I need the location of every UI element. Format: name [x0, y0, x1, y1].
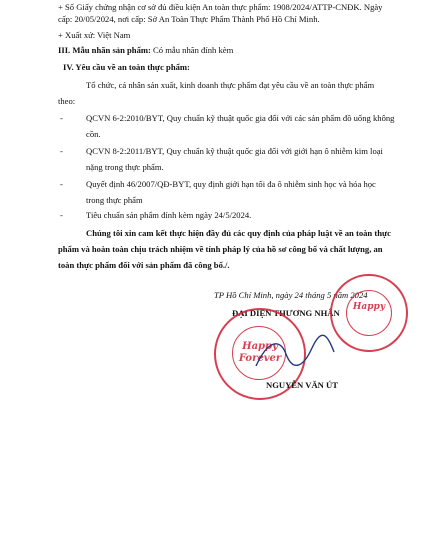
certificate-line: + Số Giấy chứng nhận cơ sở đủ điều kiện An toàn thực phẩm: 1908/2024/ATTP-CNĐK. Ngày	[58, 2, 383, 12]
seal-logo-forever: Forever	[238, 353, 282, 364]
certificate-line-cont: cấp: 20/05/2024, nơi cấp: Sở An Toàn Thực Phẩm Thành Phố Hồ Chí Minh.	[58, 14, 320, 24]
bullet-product-standard: Tiêu chuẩn sản phẩm đính kèm ngày 24/5/2024.	[86, 210, 252, 220]
commitment-line: Chúng tôi xin cam kết thực hiện đầy đủ các quy định của pháp luật về an toàn thực	[86, 228, 391, 238]
origin-line: + Xuất xứ: Việt Nam	[58, 30, 131, 40]
section-3-text: Có mẫu nhãn đính kèm	[150, 45, 234, 55]
requirement-intro: Tổ chức, cá nhân sản xuất, kinh doanh thực phẩm đạt yêu cầu về an toàn thực phẩm	[86, 80, 375, 90]
place-date: TP Hồ Chí Minh, ngày 24 tháng 5 năm 2024	[214, 290, 368, 300]
bullet-qcvn-8-2: QCVN 8-2:2011/BYT, Quy chuẩn kỹ thuật quốc gia đối với giới hạn ô nhiễm kim loại	[86, 146, 383, 156]
requirement-intro-cont: theo:	[58, 96, 76, 106]
bullet-dash: -	[60, 179, 63, 189]
seal-logo-happy: Happy	[242, 341, 278, 352]
commitment-line-cont: phẩm và hoàn toàn chịu trách nhiệm về tính pháp lý của hồ sơ công bố và chất lượng, an	[58, 244, 383, 254]
section-3-heading: III. Mẫu nhãn sản phẩm:	[58, 45, 151, 55]
bullet-qcvn-6-2-cont: cồn.	[86, 129, 101, 139]
company-seal-top	[330, 274, 408, 352]
commitment-line-end: toàn thực phẩm đối với sản phẩm đã công bố./.	[58, 260, 230, 270]
section-3	[58, 45, 233, 56]
section-4-heading: IV. Yêu cầu về an toàn thực phẩm:	[63, 62, 190, 72]
bullet-qcvn-8-2-cont: nặng trong thực phẩm.	[86, 162, 164, 172]
representative-name: NGUYỄN VĂN ÚT	[266, 380, 338, 390]
representative-title: ĐẠI DIỆN THƯƠNG NHÂN	[232, 308, 340, 318]
handwritten-signature	[250, 330, 340, 380]
bullet-dash: -	[60, 113, 63, 123]
seal-logo-top: Happy	[352, 302, 386, 312]
bullet-dash: -	[60, 210, 63, 220]
bullet-qcvn-6-2: QCVN 6-2:2010/BYT, Quy chuẩn kỹ thuật quốc gia đối với các sản phẩm đồ uống không	[86, 113, 395, 123]
bullet-decision-46-cont: trong thực phẩm	[86, 195, 143, 205]
bullet-decision-46: Quyết định 46/2007/QĐ-BYT, quy định giới hạn tối đa ô nhiễm sinh học và hóa học	[86, 179, 376, 189]
bullet-dash: -	[60, 146, 63, 156]
